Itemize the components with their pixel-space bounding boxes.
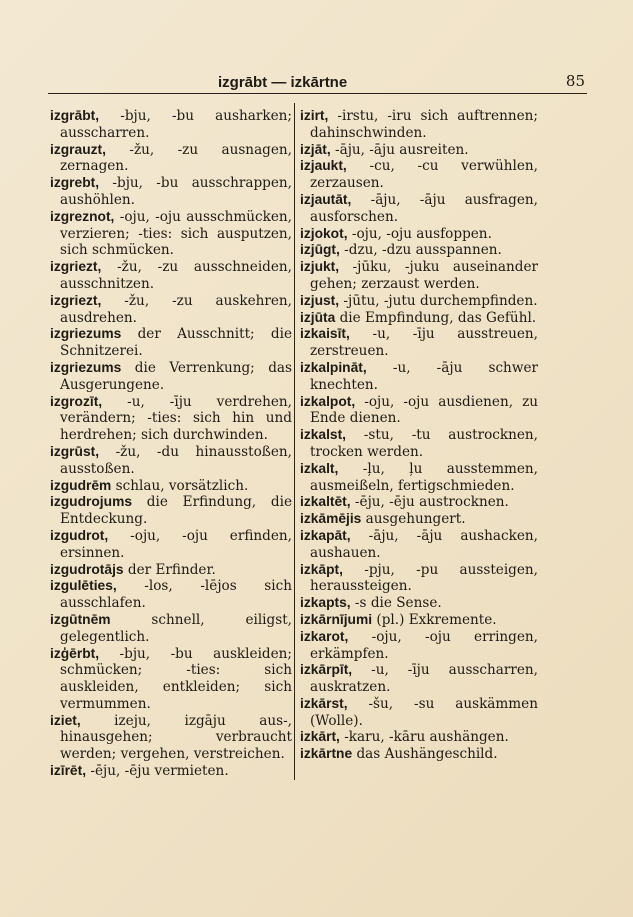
definition: die Empfindung, das Gefühl.	[335, 309, 537, 326]
definition: -žu, -zu auskehren, ausdrehen.	[60, 292, 292, 326]
definition: -oju, -oju ausdienen, zu Ende dienen.	[310, 393, 538, 427]
dictionary-entry	[300, 427, 538, 461]
headword: izkapts,	[300, 595, 351, 611]
definition: -žu, -du hinausstoßen, ausstoßen.	[60, 443, 292, 477]
dictionary-entry	[300, 696, 538, 730]
headword: izkalt,	[300, 460, 339, 476]
headword: izjāt,	[300, 141, 331, 157]
headword: izkaltēt,	[300, 494, 351, 510]
definition: -u, -īju ausstreuen, zerstreuen.	[310, 326, 538, 360]
dictionary-entry	[300, 360, 538, 394]
header-title: izgrābt — izkārtne	[218, 74, 348, 91]
definition: die Verrenkung; das Ausgerungene.	[60, 359, 292, 393]
dictionary-entry	[300, 226, 538, 243]
dictionary-entry	[300, 629, 538, 663]
dictionary-entry	[300, 612, 538, 629]
definition: -u, -īju ausscharren, auskratzen.	[310, 662, 538, 696]
definition: -s die Sense.	[350, 595, 442, 612]
definition: -stu, -tu austrocknen, trocken werden.	[310, 427, 538, 460]
definition: -šu, -su auskämmen (Wolle).	[310, 695, 538, 729]
headword: izkāmējis	[300, 511, 362, 527]
dictionary-entry	[50, 175, 292, 209]
dictionary-entry	[300, 108, 538, 142]
definition: -āju, -āju ausreiten.	[330, 141, 469, 158]
headword: izkārnījumi	[300, 611, 373, 627]
page-number: 85	[565, 72, 585, 90]
headword: izgudrojums	[50, 494, 133, 510]
dictionary-entry	[50, 478, 292, 495]
headword: izģērbt,	[50, 645, 100, 661]
dictionary-entry	[50, 578, 292, 612]
definition: der Erfinder.	[123, 561, 216, 578]
headword: izkārst,	[300, 695, 348, 711]
header-rule	[48, 93, 587, 94]
headword: izkaisīt,	[300, 326, 350, 342]
headword: izgūtnēm	[50, 611, 111, 627]
headword: izgrozīt,	[50, 393, 103, 409]
definition: -los, -lējos sich ausschlafen.	[60, 578, 292, 612]
definition: -bju, -bu ausschrappen, aushöhlen.	[60, 175, 292, 208]
definition: -āju, -āju ausfragen, ausforschen.	[310, 191, 538, 225]
headword: iziet,	[50, 712, 81, 728]
dictionary-entry	[300, 293, 538, 310]
headword: izgriezt,	[50, 292, 102, 308]
headword: izgudrot,	[50, 527, 109, 543]
definition: schlau, vorsätzlich.	[111, 477, 249, 494]
definition: schnell, eiligst, gelegentlich.	[60, 611, 292, 645]
definition: die Erfindung, die Entdeckung.	[60, 494, 292, 528]
dictionary-entry	[300, 259, 538, 293]
running-header	[48, 70, 587, 94]
headword: izgriezt,	[50, 259, 102, 275]
definition: -oju, -oju erfinden, ersinnen.	[60, 527, 292, 561]
definition: -ēju, -ēju austrocknen.	[350, 494, 509, 511]
definition: -oju, -oju ausfoppen.	[347, 225, 492, 242]
dictionary-entry	[300, 511, 538, 528]
dictionary-entry	[300, 310, 538, 327]
definition: -karu, -kāru aushängen.	[339, 729, 509, 746]
definition: -jūku, -juku auseinander gehen; zerzaust werden.	[310, 259, 538, 292]
headword: izgrābt,	[50, 108, 100, 123]
dictionary-entry	[300, 394, 538, 428]
dictionary-entry	[50, 713, 292, 763]
definition: -dzu, -dzu ausspannen.	[339, 242, 502, 259]
definition: -oju, -oju erringen, erkämpfen.	[310, 628, 538, 662]
dictionary-entry	[50, 528, 292, 562]
dictionary-entry	[50, 444, 292, 478]
dictionary-entry	[50, 562, 292, 579]
definition: das Aushängeschild.	[352, 746, 498, 763]
headword: izkalpināt,	[300, 359, 367, 375]
dictionary-entry	[50, 612, 292, 646]
headword: izjukt,	[300, 259, 340, 275]
headword: izgrūst,	[50, 443, 100, 459]
headword: izkārpīt,	[300, 662, 353, 678]
headword: izjūta	[300, 309, 336, 325]
dictionary-entry	[300, 494, 538, 511]
dictionary-entry	[300, 326, 538, 360]
definition: (pl.) Exkremente.	[372, 611, 497, 628]
dictionary-entry	[300, 595, 538, 612]
headword: izkārtne	[300, 746, 353, 762]
headword: izgriezums	[50, 326, 122, 342]
definition: -cu, -cu verwühlen, zerzausen.	[310, 158, 538, 192]
headword: izjokot,	[300, 225, 348, 241]
definition: -irstu, -iru sich auftrennen; dahinschwinden.	[310, 108, 538, 141]
headword: izkapāt,	[300, 527, 351, 543]
headword: izgrebt,	[50, 175, 100, 191]
headword: izkārt,	[300, 729, 340, 745]
dictionary-entry	[300, 528, 538, 562]
dictionary-entry	[50, 293, 292, 327]
dictionary-entry	[50, 142, 292, 176]
dictionary-entry	[50, 394, 292, 444]
headword: izjautāt,	[300, 191, 352, 207]
definition: izeju, izgāju aus-, hinausgehen; verbraucht werden; vergehen, verstreichen.	[60, 712, 292, 763]
dictionary-entry	[50, 259, 292, 293]
headword: izjust,	[300, 292, 340, 308]
headword: izgriezums	[50, 359, 122, 375]
definition: -žu, -zu ausnagen, zernagen.	[60, 141, 292, 175]
definition: -u, -āju schwer knechten.	[310, 359, 538, 393]
definition: -pju, -pu aussteigen, heraussteigen.	[310, 561, 538, 595]
headword: izīrēt,	[50, 763, 87, 779]
headword: izgudrēm	[50, 477, 112, 493]
definition: -ēju, -ēju vermieten.	[86, 763, 229, 780]
definition: -oju, -oju ausschmücken, verzieren; -ties: sich ausputzen, sich schmücken.	[60, 208, 292, 259]
headword: izirt,	[300, 108, 329, 123]
headword: izkāpt,	[300, 561, 343, 577]
dictionary-entry	[300, 158, 538, 192]
left-column	[50, 108, 292, 780]
headword: izjūgt,	[300, 242, 340, 258]
column-divider	[294, 103, 295, 780]
headword: izgulēties,	[50, 578, 117, 594]
definition: -bju, -bu ausharken; ausscharren.	[60, 108, 292, 141]
dictionary-entry	[50, 360, 292, 394]
dictionary-entry	[300, 662, 538, 696]
definition: -jūtu, -jutu durchempfinden.	[339, 292, 538, 309]
headword: izgudrotājs	[50, 561, 124, 577]
dictionary-entry	[300, 242, 538, 259]
dictionary-entry	[50, 326, 292, 360]
dictionary-entry	[300, 746, 538, 763]
headword: izgrauzt,	[50, 141, 106, 157]
dictionary-entry	[300, 142, 538, 159]
dictionary-entry	[50, 209, 292, 259]
dictionary-entry	[50, 763, 292, 780]
headword: izkalpot,	[300, 393, 356, 409]
dictionary-entry	[300, 461, 538, 495]
dictionary-entry	[300, 562, 538, 596]
headword: izgreznot,	[50, 208, 115, 224]
definition: -bju, -bu auskleiden; schmücken; -ties: sich auskleiden, entkleiden; sich vermummen.	[60, 645, 292, 712]
definition: -āju, -āju aushacken, aushauen.	[310, 527, 538, 561]
dictionary-entry	[50, 108, 292, 142]
definition: ausgehungert.	[361, 511, 466, 528]
dictionary-entry	[300, 729, 538, 746]
dictionary-entry	[300, 192, 538, 226]
dictionary-entry	[50, 646, 292, 713]
definition: -ļu, ļu ausstemmen, ausmeißeln, fertigschmieden.	[310, 460, 538, 494]
definition: der Ausschnitt; die Schnitzerei.	[60, 326, 292, 360]
dictionary-entry	[50, 494, 292, 528]
headword: izkarot,	[300, 628, 349, 644]
definition: -u, -īju verdrehen, verändern; -ties: sich hin und herdrehen; sich durchwinden.	[60, 393, 292, 444]
headword: izjaukt,	[300, 158, 347, 174]
definition: -žu, -zu ausschneiden, ausschnitzen.	[60, 259, 292, 292]
headword: izkalst,	[300, 427, 347, 443]
right-column	[300, 108, 538, 763]
